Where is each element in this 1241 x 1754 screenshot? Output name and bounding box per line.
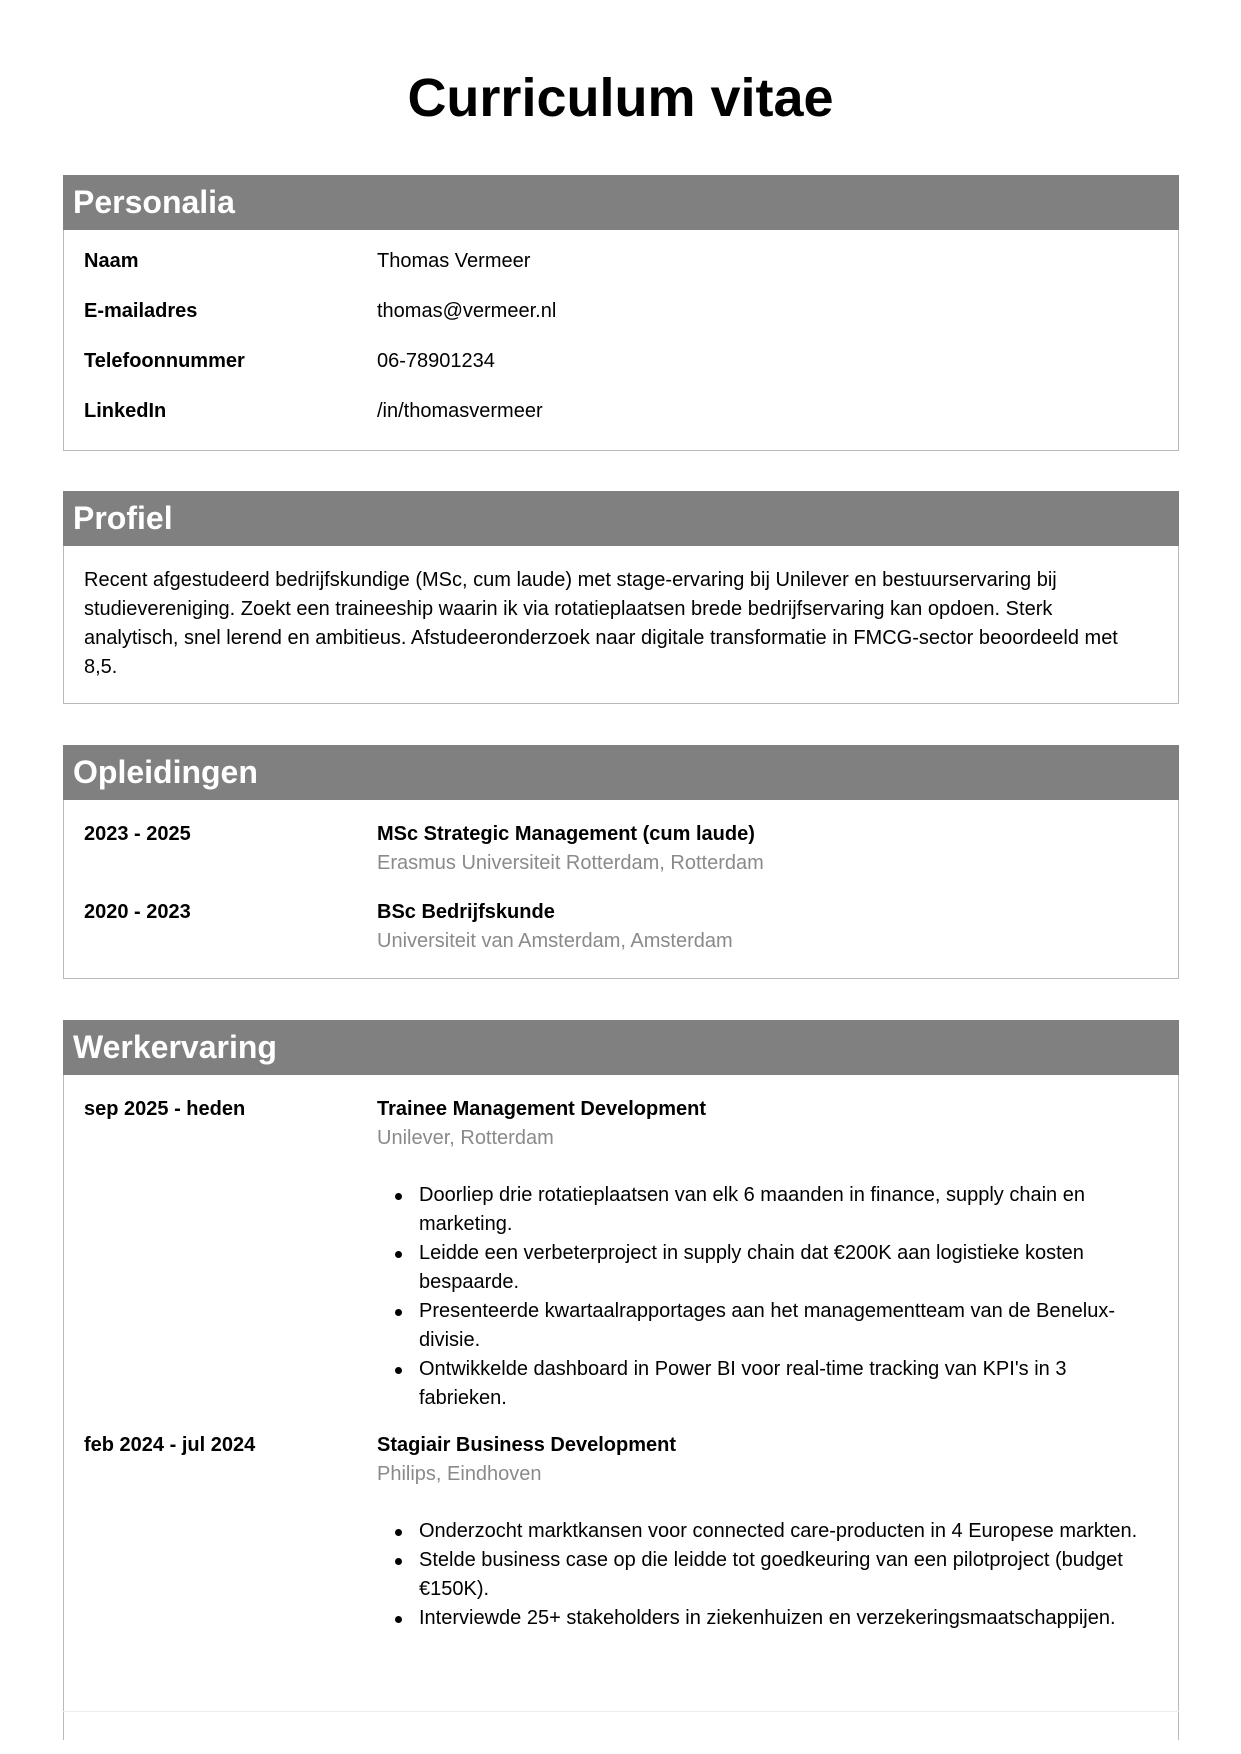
education-period: 2020 - 2023: [84, 901, 191, 923]
bullet-item: Presenteerde kwartaalrapportages aan het managementteam van de Benelux-divisie.: [419, 1297, 1138, 1355]
work-company: Unilever, Rotterdam: [377, 1127, 554, 1149]
education-item: [64, 820, 1178, 898]
profile-text: Recent afgestudeerd bedrijfskundige (MSc, cum laude) met stage-ervaring bij Unilever en bestuurservaring bij studievereniging. Zoekt een traineeship waarin ik via rotatieplaatsen brede bedrijfservaring kan opdoen. Sterk analytisch, snel lerend en ambitieus. Afstudeeronderzoek naar digitale transformatie in FMCG-sector beoordeeld met 8,5.: [84, 569, 1118, 678]
education-institution: Erasmus Universiteit Rotterdam, Rotterdam: [377, 852, 764, 874]
personalia-heading: Personalia: [63, 175, 1179, 230]
education-institution: Universiteit van Amsterdam, Amsterdam: [377, 930, 733, 952]
work-item: [64, 1431, 1178, 1633]
field-label: LinkedIn: [84, 400, 167, 422]
education-title: BSc Bedrijfskunde: [377, 901, 555, 923]
field-value: 06-78901234: [377, 350, 495, 372]
work-bullets: [377, 1181, 1178, 1413]
field-label: Telefoonnummer: [84, 350, 245, 372]
page-title: Curriculum vitae: [407, 68, 834, 128]
education-period: 2023 - 2025: [84, 823, 191, 845]
field-value: /in/thomasvermeer: [377, 400, 543, 422]
field-value: Thomas Vermeer: [377, 250, 531, 272]
personalia-row-linkedin: [64, 397, 1178, 447]
bullet-item: Stelde business case op die leidde tot goedkeuring van een pilotproject (budget €150K).: [419, 1546, 1138, 1604]
personalia-row-phone: [64, 347, 1178, 397]
field-label: E-mailadres: [84, 300, 198, 322]
personalia-row-name: [64, 247, 1178, 297]
opleidingen-section: [63, 745, 1179, 979]
personalia-section: [63, 175, 1179, 451]
profiel-heading: Profiel: [63, 491, 1179, 546]
profiel-section: [63, 491, 1179, 704]
opleidingen-heading: Opleidingen: [63, 745, 1179, 800]
bullet-item: Interviewde 25+ stakeholders in ziekenhuizen en verzekeringsmaatschappijen.: [419, 1604, 1138, 1633]
werkervaring-heading: Werkervaring: [63, 1020, 1179, 1075]
bullet-item: Leidde een verbeterproject in supply chain dat €200K aan logistieke kosten bespaarde.: [419, 1239, 1138, 1297]
bullet-item: Ontwikkelde dashboard in Power BI voor real-time tracking van KPI's in 3 fabrieken.: [419, 1355, 1138, 1413]
work-company: Philips, Eindhoven: [377, 1463, 542, 1485]
education-title: MSc Strategic Management (cum laude): [377, 823, 755, 845]
work-item: [64, 1095, 1178, 1431]
field-label: Naam: [84, 250, 139, 272]
bullet-item: Doorliep drie rotatieplaatsen van elk 6 maanden in finance, supply chain en marketing.: [419, 1181, 1138, 1239]
work-bullets: [377, 1517, 1178, 1633]
werkervaring-section: [63, 1020, 1179, 1740]
work-title: Stagiair Business Development: [377, 1434, 676, 1456]
education-item: [64, 898, 1178, 976]
work-period: feb 2024 - jul 2024: [84, 1434, 256, 1456]
personalia-row-email: [64, 297, 1178, 347]
page-bottom-divider: [63, 1711, 1179, 1712]
work-title: Trainee Management Development: [377, 1098, 706, 1120]
bullet-item: Onderzocht marktkansen voor connected care-producten in 4 Europese markten.: [419, 1517, 1138, 1546]
work-period: sep 2025 - heden: [84, 1098, 246, 1120]
field-value: thomas@vermeer.nl: [377, 300, 557, 322]
